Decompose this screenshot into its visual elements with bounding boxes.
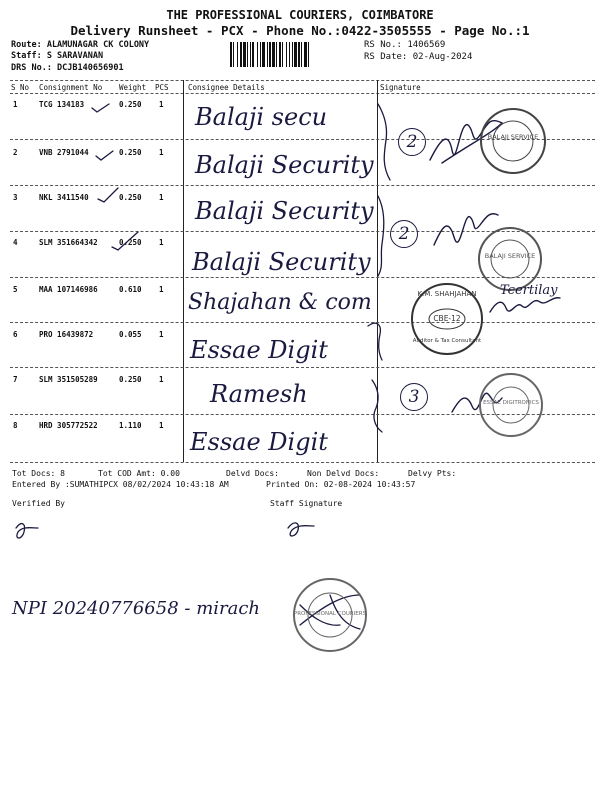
printed-on: Printed On: 02-08-2024 10:43:57 <box>266 480 416 489</box>
route-label: Route: ALAMUNAGAR CK COLONY <box>11 40 150 50</box>
row-consignee-handwritten: Ramesh <box>210 380 308 408</box>
stamp-auditor <box>408 280 486 358</box>
row-sno: 4 <box>13 238 18 247</box>
col-header-consignment: Consignment No <box>39 83 103 92</box>
row-weight: 0.610 <box>119 285 142 294</box>
tot-docs: Tot Docs: 8 <box>12 469 65 478</box>
row-sno: 8 <box>13 421 18 430</box>
delvd-docs: Delvd Docs: <box>226 469 279 478</box>
row-pcs: 1 <box>159 285 164 294</box>
verified-by-label: Verified By <box>12 499 65 508</box>
stamp-essae <box>476 370 546 440</box>
row-consignment: NKL 3411540 <box>39 193 89 202</box>
row-consignee-handwritten: Balaji Security <box>195 197 374 225</box>
row-sno: 6 <box>13 330 18 339</box>
bracket-scribble <box>372 380 382 432</box>
staff-signature-label: Staff Signature <box>270 499 343 508</box>
row-weight: 0.250 <box>119 238 142 247</box>
stamp-ring <box>477 105 549 177</box>
row-sno: 7 <box>13 375 18 384</box>
col-header-consignee: Consignee Details <box>188 83 265 92</box>
row-weight: 1.110 <box>119 421 142 430</box>
row-weight: 0.055 <box>119 330 142 339</box>
staff-label: Staff: S SARAVANAN <box>11 51 104 61</box>
bracket-scribble <box>378 196 384 276</box>
drs-number: DRS No.: DCJB140656901 <box>11 63 124 73</box>
col-header-weight: Weight <box>119 83 147 92</box>
row-sno: 1 <box>13 100 18 109</box>
checkmark-icon <box>96 151 113 160</box>
stamp-text: PROFESSIONAL COURIERS <box>293 611 367 617</box>
row-consignment: HRD 305772522 <box>39 421 98 430</box>
row-consignee-handwritten: Balaji secu <box>195 103 328 131</box>
row-consignment: TCG 134183 <box>39 100 85 109</box>
stamp-text: ESSAE DIGITRONICS <box>483 400 539 406</box>
col-header-signature: Signature <box>380 83 421 92</box>
stamp-code: CBE-12 <box>433 314 461 323</box>
row-pcs: 1 <box>159 238 164 247</box>
col-header-sno: S No <box>11 83 30 92</box>
row-weight: 0.250 <box>119 193 142 202</box>
company-title: THE PROFESSIONAL COURIERS, COIMBATORE <box>166 8 434 22</box>
row-sno: 3 <box>13 193 18 202</box>
bottom-handwritten-note: NPI 20240776658 - mirach <box>12 598 261 619</box>
row-consignee-handwritten: Essae Digit <box>190 428 328 456</box>
col-header-pcs: PCS <box>155 83 169 92</box>
row-weight: 0.250 <box>119 148 142 157</box>
row-pcs: 1 <box>159 421 164 430</box>
row-consignee-handwritten: Shajahan & com <box>188 290 372 315</box>
delvy-pts: Delvy Pts: <box>408 469 457 478</box>
row-consignment: PRO 16439872 <box>39 330 94 339</box>
row-pcs: 1 <box>159 330 164 339</box>
tot-cod-amt: Tot COD Amt: 0.00 <box>98 469 180 478</box>
entered-by: Entered By :SUMATHIPCX 08/02/2024 10:43:18 AM <box>12 480 229 489</box>
row-pcs: 1 <box>159 375 164 384</box>
row-sno: 2 <box>13 148 18 157</box>
stamp-name: K.M. SHAHJAHAN <box>417 290 477 298</box>
row-consignee-handwritten: Balaji Security <box>195 151 374 179</box>
bracket-scribble <box>378 104 390 180</box>
circled-number: 2 <box>398 128 426 156</box>
row-pcs: 1 <box>159 100 164 109</box>
checkmark-icon <box>98 188 118 202</box>
circled-number: 2 <box>390 220 418 248</box>
stamp-text: BALAJI SERVICE <box>484 252 536 260</box>
row-pcs: 1 <box>159 148 164 157</box>
row-consignee-handwritten: Balaji Security <box>192 248 371 276</box>
signature-note: Tcertilay <box>500 283 558 298</box>
stamp-balaji-top <box>477 105 549 177</box>
checkmark-icon <box>112 232 138 250</box>
non-delvd-docs: Non Delvd Docs: <box>307 469 380 478</box>
row-weight: 0.250 <box>119 375 142 384</box>
row-pcs: 1 <box>159 193 164 202</box>
stamp-text: BALAJI SERVICE <box>487 133 539 141</box>
stamp-sub: Auditor & Tax Consultant <box>412 338 482 344</box>
rs-number: RS No.: 1406569 <box>364 40 446 50</box>
bottom-stamp <box>290 575 370 655</box>
checkmark-icon <box>92 104 109 112</box>
row-sno: 5 <box>13 285 18 294</box>
row-consignment: MAA 107146986 <box>39 285 98 294</box>
row-weight: 0.250 <box>119 100 142 109</box>
row-consignment: SLM 351505289 <box>39 375 98 384</box>
bracket-scribble <box>368 323 382 360</box>
row-consignment: VNB 2791044 <box>39 148 89 157</box>
runsheet-title: Delivery Runsheet - PCX - Phone No.:0422-3505555 - Page No.:1 <box>70 23 530 38</box>
rs-date: RS Date: 02-Aug-2024 <box>364 52 473 62</box>
row-consignee-handwritten: Essae Digit <box>190 336 328 364</box>
circled-number: 3 <box>400 383 428 411</box>
row-consignment: SLM 351664342 <box>39 238 98 247</box>
